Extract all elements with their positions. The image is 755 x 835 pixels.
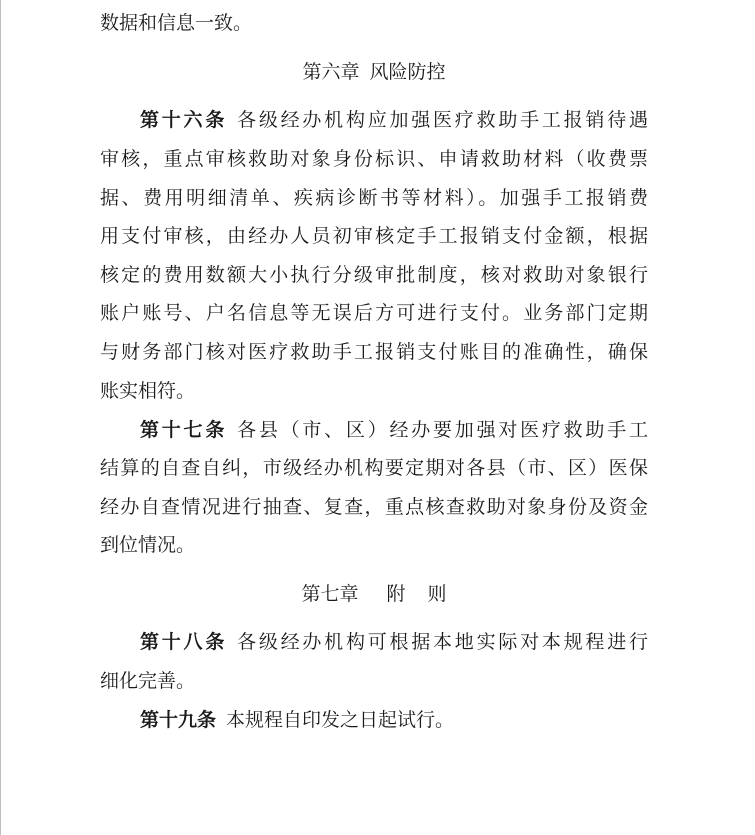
paragraph-text: 细化完善。 [100, 670, 196, 692]
page-left-border [0, 0, 1, 835]
article-16-line-4 [100, 221, 648, 251]
paragraph-text: 账实相符。 [100, 380, 196, 402]
paragraph-text: 与财务部门核对医疗救助手工报销支付账目的准确性，确保 [100, 341, 648, 363]
article-17-line-2 [100, 453, 648, 483]
chapter-title: 风险防控 [369, 61, 446, 83]
paragraph-text: 经办自查情况进行抽查、复查，重点核查救助对象身份及资金 [100, 496, 648, 518]
paragraph-text: 本规程自印发之日起试行。 [226, 709, 455, 731]
article-16-line-5 [100, 260, 648, 290]
article-number: 第十九条 [140, 709, 217, 731]
paragraph-text: 用支付审核，由经办人员初审核定手工报销支付金额，根据 [100, 225, 648, 247]
article-16-line-8 [100, 376, 648, 406]
paragraph-text: 到位情况。 [100, 534, 196, 556]
paragraph-text: 账户账号、户名信息等无误后方可进行支付。业务部门定期 [100, 302, 648, 324]
article-16-line-2 [100, 144, 648, 174]
paragraph-line [100, 8, 648, 38]
article-17-line-3 [100, 492, 648, 522]
chapter-title: 附则 [386, 583, 469, 605]
paragraph-text: 核定的费用数额大小执行分级审批制度，核对救助对象银行 [100, 264, 648, 286]
article-16-line-7 [100, 337, 648, 367]
paragraph-text: 据、费用明细清单、疾病诊断书等材料）。加强手工报销费 [100, 187, 648, 209]
chapter-heading-6 [100, 57, 648, 87]
article-16-line-1 [140, 105, 648, 135]
article-18-line-1 [140, 627, 648, 657]
article-number: 第十六条 [140, 109, 228, 131]
article-16-line-6 [100, 298, 648, 328]
article-18-line-2 [100, 666, 648, 696]
article-19-line-1 [140, 705, 648, 735]
paragraph-text: 数据和信息一致。 [100, 12, 253, 34]
article-17-line-4 [100, 530, 648, 560]
chapter-number: 第七章 [301, 583, 359, 605]
article-16-line-3 [100, 183, 648, 213]
chapter-heading-7 [100, 579, 648, 609]
chapter-number: 第六章 [302, 61, 360, 83]
paragraph-text: 各级经办机构可根据本地实际对本规程进行 [237, 631, 648, 653]
paragraph-text: 各县（市、区）经办要加强对医疗救助手工 [237, 419, 648, 441]
paragraph-text: 结算的自查自纠，市级经办机构要定期对各县（市、区）医保 [100, 457, 648, 479]
article-number: 第十七条 [140, 419, 228, 441]
article-number: 第十八条 [140, 631, 228, 653]
article-17-line-1 [140, 415, 648, 445]
paragraph-text: 各级经办机构应加强医疗救助手工报销待遇 [237, 109, 648, 131]
paragraph-text: 审核，重点审核救助对象身份标识、申请救助材料（收费票 [100, 148, 648, 170]
